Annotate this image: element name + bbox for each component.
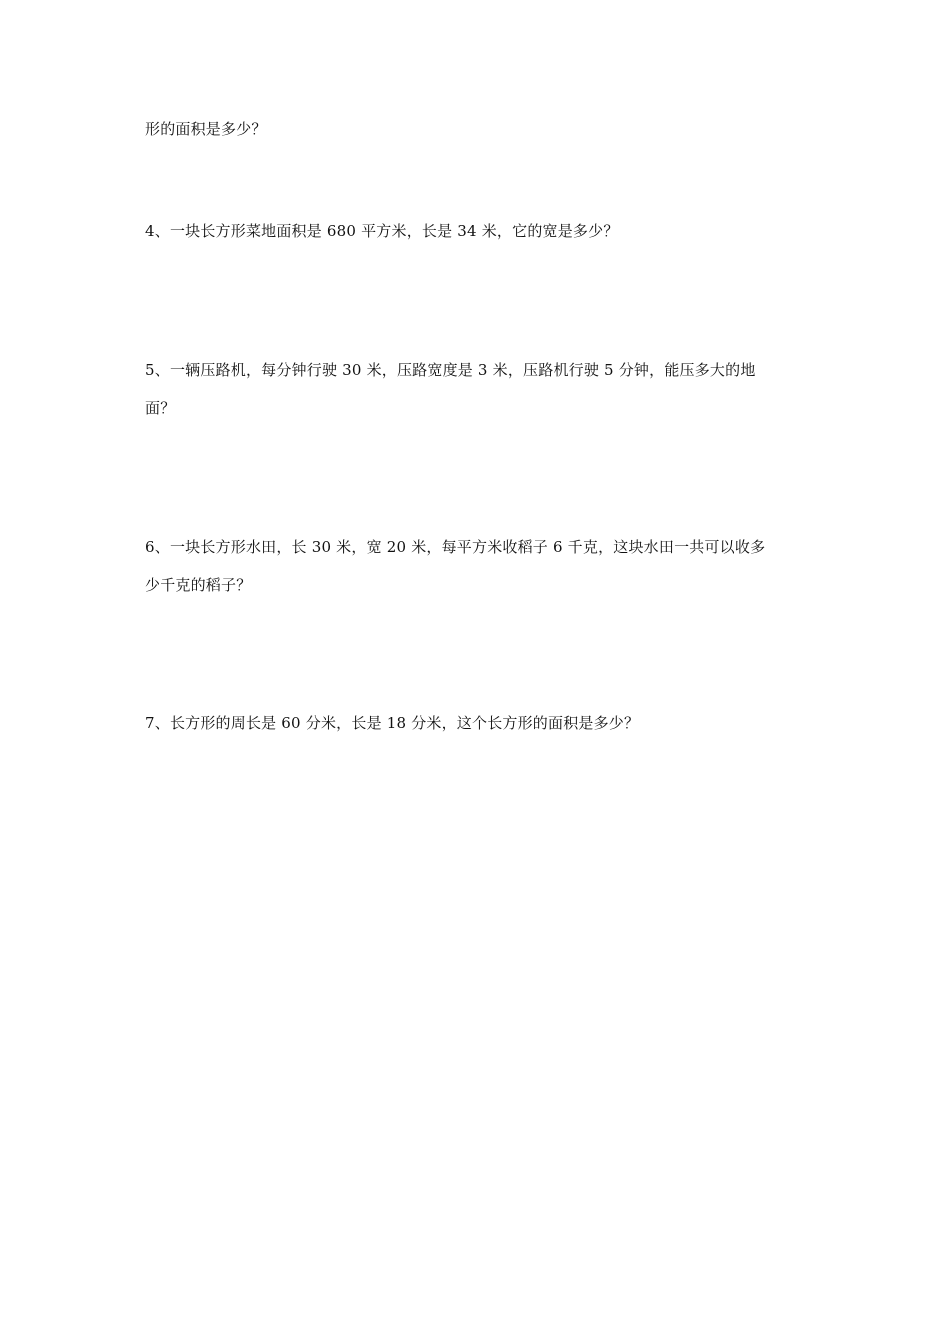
question-5-line-1: 5、一辆压路机，每分钟行驶 30 米，压路宽度是 3 米，压路机行驶 5 分钟，能压多大的地 (145, 361, 756, 379)
question-7: 7、长方形的周长是 60 分米，长是 18 分米，这个长方形的面积是多少？ (145, 714, 640, 732)
question-6-line-2: 少千克的稻子？ (145, 576, 252, 594)
question-4: 4、一块长方形菜地面积是 680 平方米，长是 34 米，它的宽是多少？ (145, 222, 619, 240)
question-5-line-2: 面？ (145, 399, 176, 417)
question-6-line-1: 6、一块长方形水田，长 30 米，宽 20 米，每平方米收稻子 6 千克，这块水田一共可以收多 (145, 538, 766, 556)
question-3-continuation: 形的面积是多少？ (145, 120, 267, 138)
